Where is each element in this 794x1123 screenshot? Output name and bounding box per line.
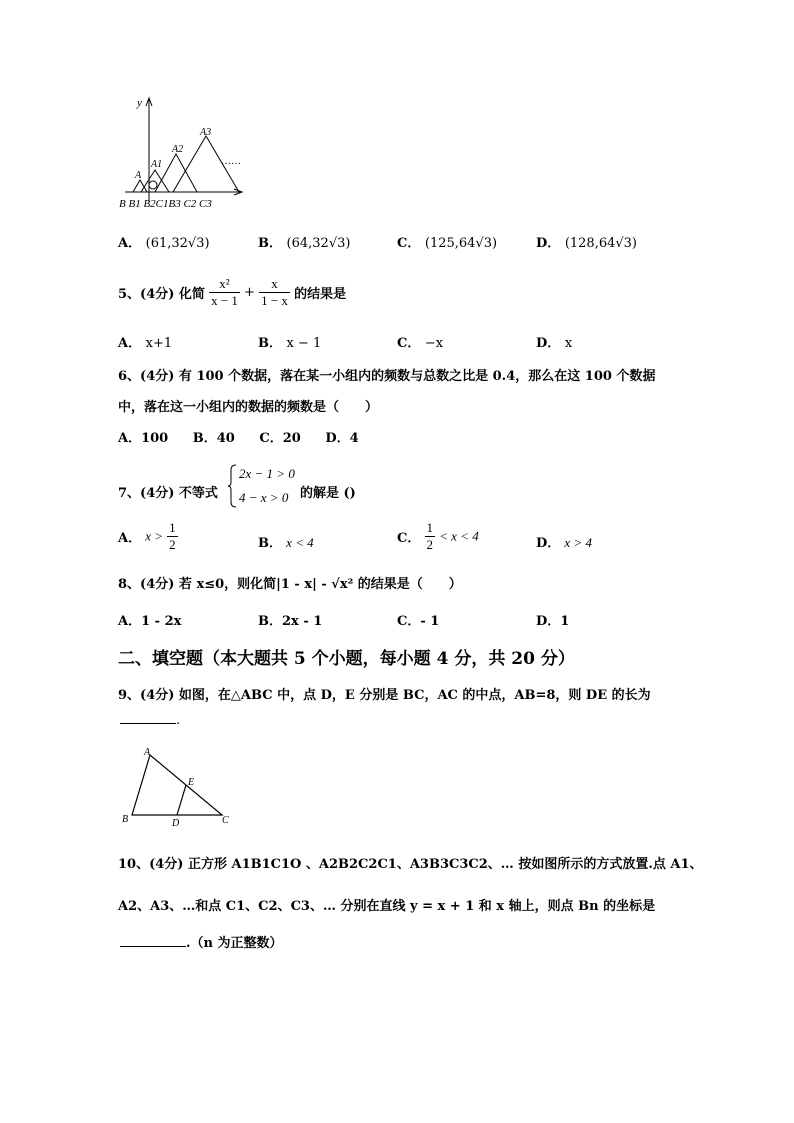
q6-option-c[interactable]: C．20 xyxy=(259,431,301,446)
section-2-title: 二、填空题（本大题共 5 个小题，每小题 4 分，共 20 分） xyxy=(118,649,575,669)
q6-line-2: 中，落在这一小组内的数据的频数是（ ） xyxy=(118,400,379,415)
q7-system-line-2: 4 − x > 0 xyxy=(239,490,289,505)
option-value: x < 4 xyxy=(286,535,314,550)
option-letter: C． xyxy=(397,531,421,546)
option-letter: A． xyxy=(118,236,142,251)
q4-option-c[interactable] xyxy=(397,232,497,251)
label-A: A xyxy=(135,170,142,181)
q9-answer-blank[interactable] xyxy=(120,713,180,728)
option-letter: C． xyxy=(397,336,421,351)
q5-fraction-1 xyxy=(209,276,240,309)
fraction-numerator: x² xyxy=(209,276,240,293)
q7-brace xyxy=(227,464,237,508)
label-A3: A3 xyxy=(200,127,212,138)
triangle-label-a: A xyxy=(144,747,151,758)
q7-tail: 的解是 () xyxy=(300,486,356,501)
q6-options xyxy=(118,427,359,446)
triangle-label-e: E xyxy=(188,777,195,788)
q5-option-a[interactable] xyxy=(118,332,172,351)
option-letter: B． xyxy=(258,536,282,551)
option-value: (128,64√3) xyxy=(564,236,637,251)
q8-option-d[interactable]: D．1 xyxy=(536,614,570,629)
q7-option-a[interactable] xyxy=(118,520,178,553)
option-letter: D． xyxy=(536,336,561,351)
triangle-figure xyxy=(118,745,238,830)
plus-sign: + xyxy=(244,285,255,300)
q6-option-d[interactable]: D．4 xyxy=(325,431,359,446)
q10-answer-blank[interactable] xyxy=(120,932,283,951)
option-value: (61,32√3) xyxy=(145,236,210,251)
option-fraction: $\frac{1}{2}$ xyxy=(169,520,176,552)
label-bottom: B B1 B2C1B3 C2 C3 xyxy=(119,198,212,210)
fraction-denominator: 1 − x xyxy=(261,293,288,308)
q5-option-c[interactable] xyxy=(397,332,443,351)
q5-option-d[interactable] xyxy=(536,332,572,351)
q8-option-a[interactable]: A．1 - 2x xyxy=(118,614,182,629)
option-value: (64,32√3) xyxy=(286,236,351,251)
label-A2: A2 xyxy=(172,144,184,155)
label-dots: …… xyxy=(221,156,241,167)
q7-prefix: 7、(4分) 不等式 xyxy=(118,486,218,501)
q7-option-c[interactable] xyxy=(397,520,479,553)
option-value: (125,64√3) xyxy=(424,236,498,251)
q8-option-b[interactable]: B．2x - 1 xyxy=(258,614,323,629)
triangle-label-c: C xyxy=(222,815,229,826)
q4-option-a[interactable] xyxy=(118,232,210,251)
option-letter: A． xyxy=(118,336,142,351)
q9-question: 9、(4分) 如图，在△ABC 中，点 D，E 分别是 BC，AC 的中点，AB=8，则 DE 的长为 xyxy=(118,688,651,703)
q5-question xyxy=(118,276,346,309)
option-value: x+1 xyxy=(145,336,173,351)
fraction-denominator: x − 1 xyxy=(211,293,238,308)
triangle-label-d: D xyxy=(172,818,180,829)
option-letter: D． xyxy=(536,236,561,251)
q5-tail: 的结果是 xyxy=(294,287,347,302)
origin-marker xyxy=(149,181,157,189)
option-value: < x < 4 xyxy=(439,528,479,544)
q6-line-1: 6、(4分) 有 100 个数据，落在某一小组内的频数与总数之比是 0.4，那么在这 100 个数据 xyxy=(118,369,656,384)
option-letter: C． xyxy=(397,236,421,251)
option-value: x − 1 xyxy=(286,336,322,351)
figure-squares-diagram xyxy=(115,92,250,212)
label-y: y xyxy=(137,97,142,109)
option-letter: B． xyxy=(258,236,282,251)
q6-option-a[interactable]: A．100 xyxy=(118,431,169,446)
option-value: x xyxy=(564,336,573,351)
q10-line-1: 10、(4分) 正方形 A1B1C1O 、A2B2C2C1、A3B3C3C2、… 按如图所示的方式放置.点 A1、 xyxy=(118,857,703,872)
q9-period: . xyxy=(176,713,181,728)
fraction-numerator: x xyxy=(259,276,290,293)
q5-option-b[interactable] xyxy=(258,332,321,351)
q5-fraction-2 xyxy=(259,276,290,309)
option-value: −x xyxy=(424,336,444,351)
q7-system-line-1: 2x − 1 > 0 xyxy=(239,466,295,481)
q8-option-c[interactable]: C．- 1 xyxy=(397,614,440,629)
option-fraction: $\frac{1}{2}$ xyxy=(426,520,433,552)
q5-number: 5、(4分) 化简 xyxy=(118,287,205,302)
option-letter: B． xyxy=(258,336,282,351)
q7-option-b[interactable] xyxy=(258,532,314,551)
q7-option-d[interactable] xyxy=(536,532,592,551)
q10-line-2: A2、A3、…和点 C1、C2、C3、… 分别在直线 y = x + 1 和 x 轴上，则点 Bn 的坐标是 xyxy=(118,899,656,914)
option-value: x > xyxy=(145,528,164,544)
q10-tail: .（n 为正整数） xyxy=(186,936,283,951)
option-letter: D． xyxy=(536,536,561,551)
option-letter: A． xyxy=(118,531,142,546)
q8-question: 8、(4分) 若 x≤0，则化简|1 - x| - √x² 的结果是（ ） xyxy=(118,577,462,592)
option-value: x > 4 xyxy=(564,535,592,550)
q4-option-b[interactable] xyxy=(258,232,350,251)
triangle-label-b: B xyxy=(122,814,129,825)
q6-option-b[interactable]: B．40 xyxy=(192,431,235,446)
label-A1: A1 xyxy=(151,159,163,170)
q4-option-d[interactable] xyxy=(536,232,637,251)
